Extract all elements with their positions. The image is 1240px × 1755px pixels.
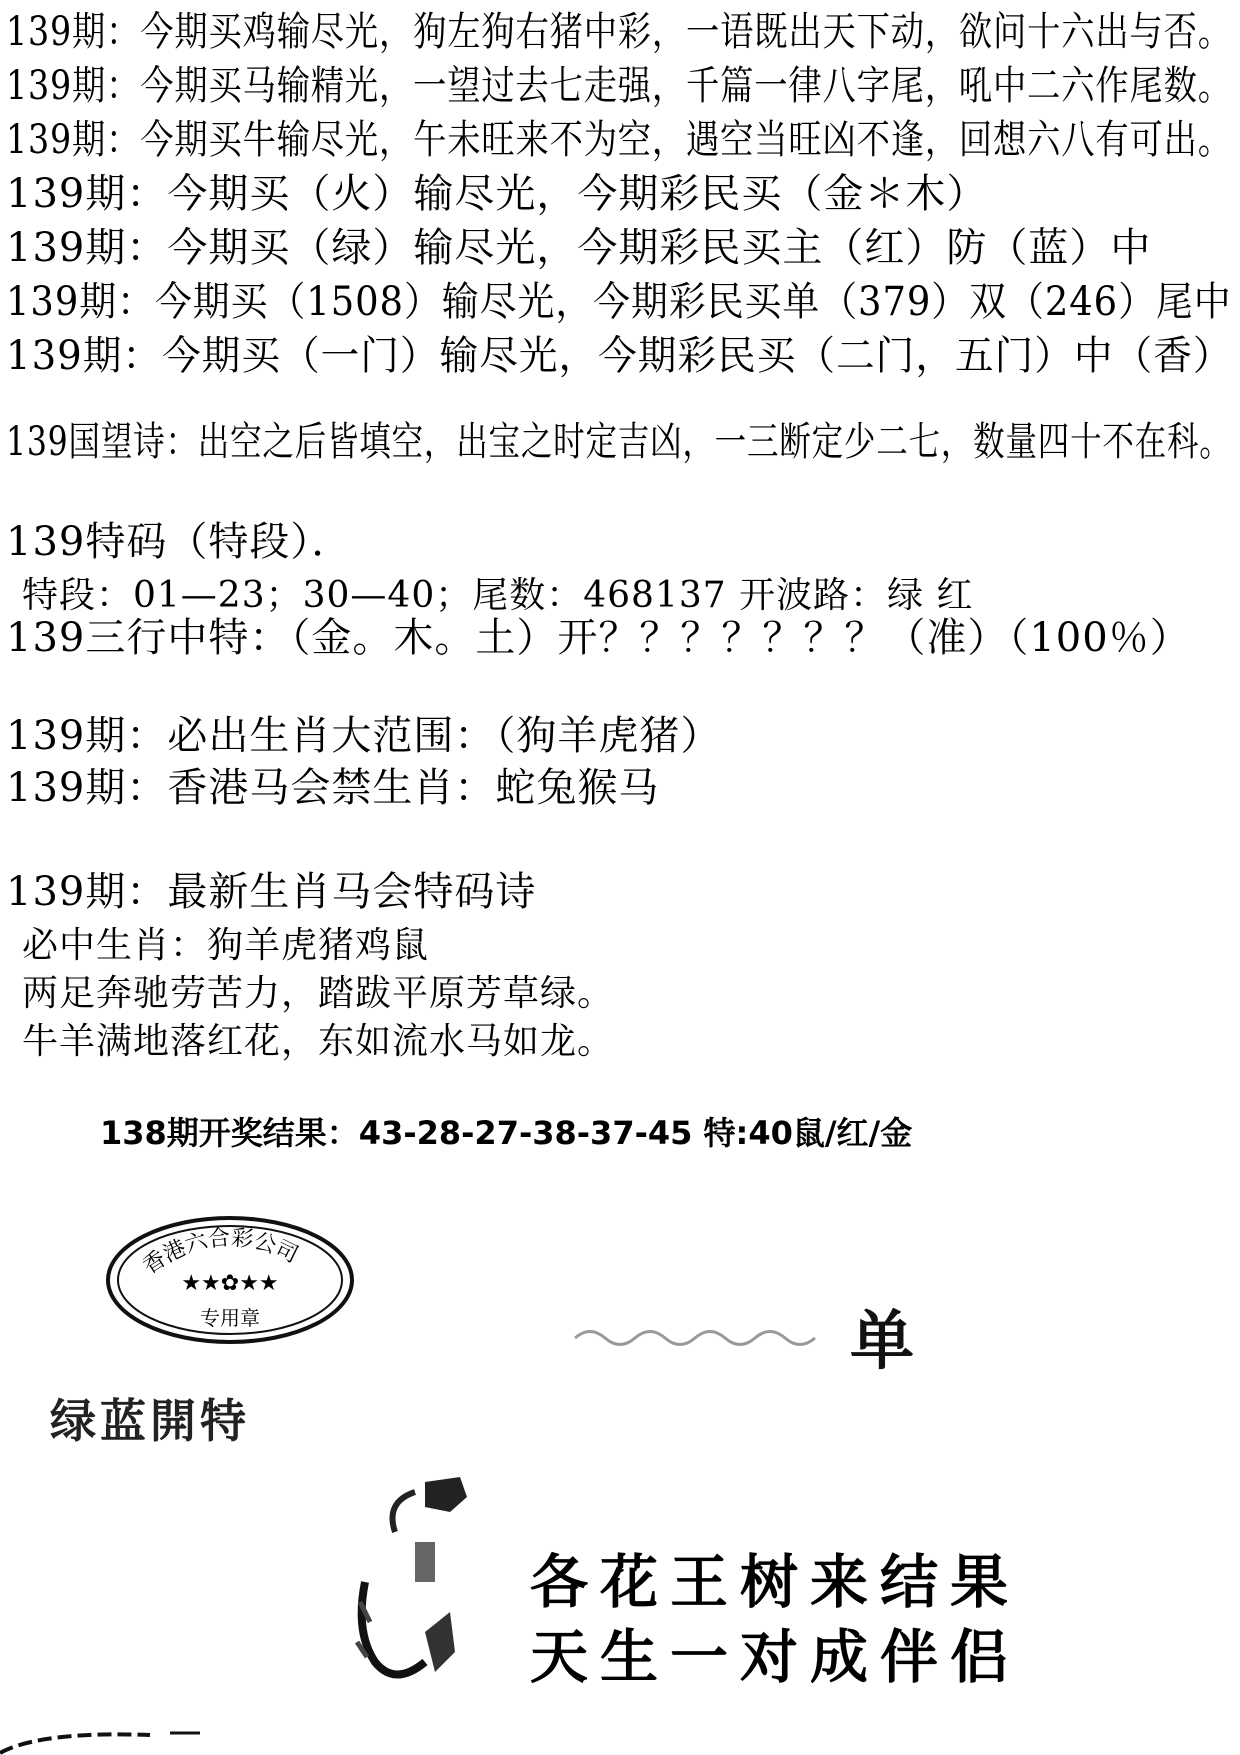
faded-signature-scribble bbox=[570, 1320, 830, 1350]
text-line-1: 139期：今期买鸡输尽光，狗左狗右猪中彩，一语既出天下动，欲问十六出与否。 bbox=[6, 9, 1232, 55]
flower-illustration bbox=[355, 1462, 475, 1702]
zodiac-range-line: 139期：必出生肖大范围：（狗羊虎猪） bbox=[6, 713, 722, 759]
poem-line: 139国望诗：出空之后皆填空，出宝之时定吉凶，一三断定少二七，数量四十不在科。 bbox=[6, 419, 1232, 465]
seal-stamp bbox=[100, 1210, 360, 1350]
verse-line-2: 天生一对成伴侣 bbox=[530, 1623, 1021, 1691]
corner-dash-decoration bbox=[0, 1725, 200, 1755]
teduan-line: 特段：01—23；30—40；尾数：468137 开波路：绿 红 bbox=[22, 575, 974, 616]
text-line-7: 139期：今期买（一门）输尽光，今期彩民买（二门，五门）中（香） bbox=[6, 333, 1233, 379]
text-line-6: 139期：今期买（1508）输尽光，今期彩民买单（379）双（246）尾中 bbox=[6, 279, 1232, 325]
poem-verse-1: 两足奔驰劳苦力，踏跋平原芳草绿。 bbox=[22, 973, 615, 1014]
seal-stars: ★★✿★★ bbox=[181, 1271, 279, 1296]
draw-result: 138期开奖结果：43-28-27-38-37-45 特:40鼠/红/金 bbox=[100, 1114, 913, 1152]
zodiac-poem-heading: 139期：最新生肖马会特码诗 bbox=[6, 869, 537, 915]
verse-line-1: 各花王树来结果 bbox=[530, 1548, 1021, 1616]
seal-caption: 绿蓝開特 bbox=[50, 1394, 250, 1448]
sanhang-line: 139三行中特：（金。木。土）开？？？？？？？（准）（100％） bbox=[6, 615, 1191, 661]
text-line-5: 139期：今期买（绿）输尽光，今期彩民买主（红）防（蓝）中 bbox=[6, 225, 1152, 271]
text-line-3: 139期：今期买牛输尽光，午未旺来不为空，遇空当旺凶不逢，回想六八有可出。 bbox=[6, 117, 1232, 163]
seal-ring-text: 香港六合彩公司 bbox=[138, 1225, 302, 1280]
tema-heading: 139特码（特段）． bbox=[6, 519, 353, 565]
signature-mark: 单 bbox=[850, 1304, 914, 1379]
poem-verse-2: 牛羊满地落红花，东如流水马如龙。 bbox=[22, 1021, 615, 1062]
forbidden-zodiac-line: 139期：香港马会禁生肖：蛇兔猴马 bbox=[6, 765, 660, 811]
text-line-4: 139期：今期买（火）输尽光，今期彩民买（金＊木） bbox=[6, 171, 988, 217]
text-line-2: 139期：今期买马输精光，一望过去七走强，千篇一律八字尾，吼中二六作尾数。 bbox=[6, 63, 1232, 109]
seal-bottom-text: 专用章 bbox=[200, 1306, 260, 1330]
must-zodiac-line: 必中生肖：狗羊虎猪鸡鼠 bbox=[22, 925, 430, 966]
